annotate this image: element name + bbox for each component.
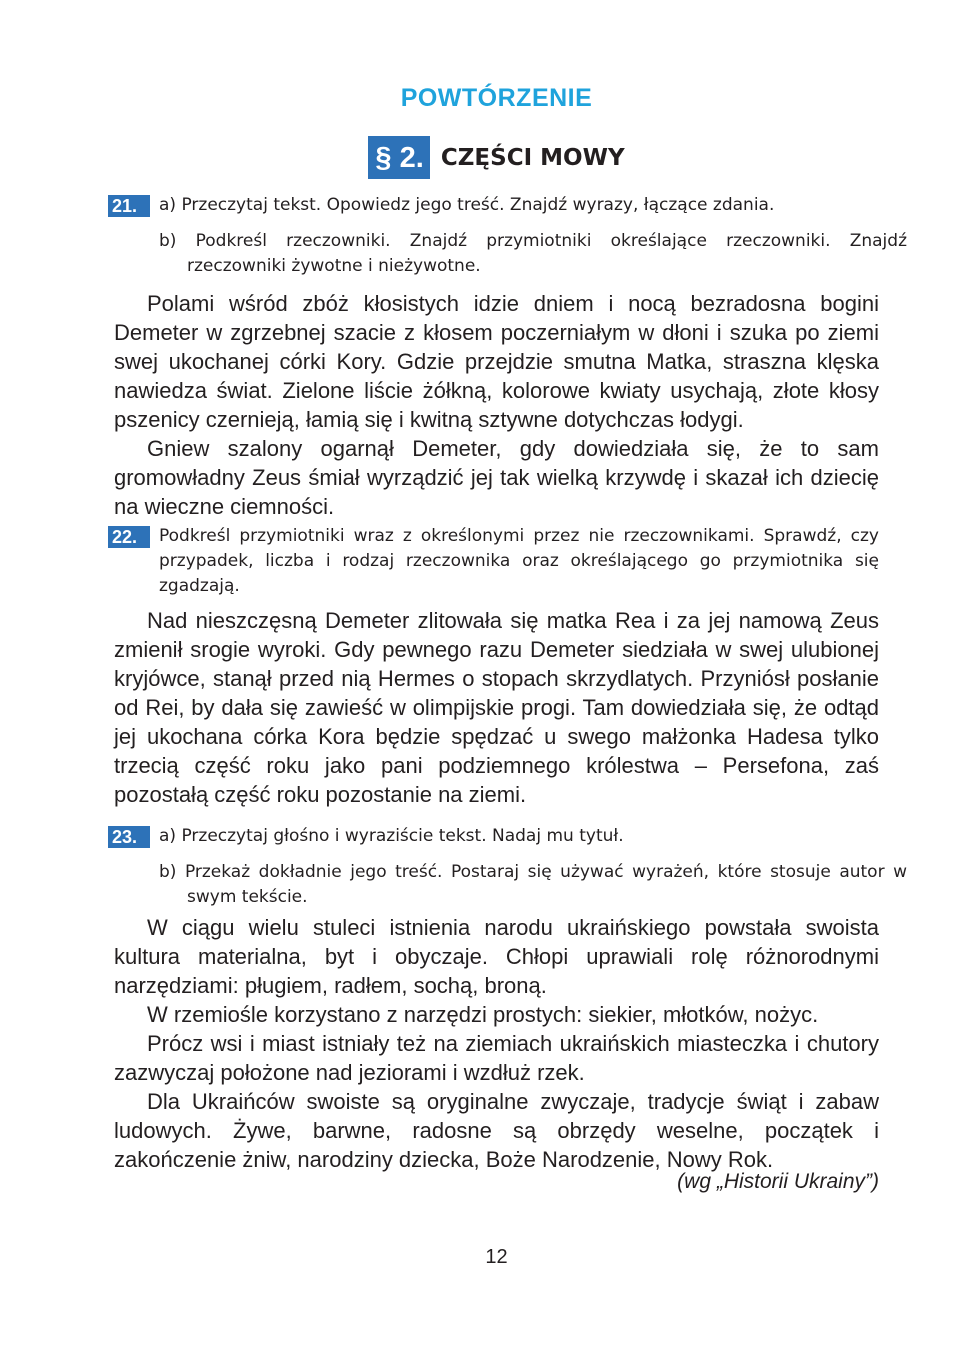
- task-number-badge: 23.: [108, 826, 150, 848]
- paragraph: Polami wśród zbóż kłosistych idzie dniem i nocą bezradosna bogini Demeter w zgrzebnej szacie z kłosem poczerniałym w dłoni i szuka po ziemi swej ukochanej córki Kory. Gdzie przejdzie smutna Matka, straszna klęska nawiedza świat. Zielone liście żółkną, kolorowe kwiaty usychają, złote kłosy pszenicy czernieją, łamią się i kwitną sztywne dotychczas łodygi.: [114, 291, 879, 432]
- paragraph: W ciągu wielu stuleci istnienia narodu ukraińskiego powstała swoista kultura materialna, byt i obyczaje. Chłopi uprawiali rolę różnorodnymi narzędziami: pługiem, radłem, sochą, broną.: [114, 915, 879, 998]
- paragraph: Dla Ukraińców swoiste są oryginalne zwyczaje, tradycje świąt i zabaw ludowych. Żywe, barwne, radosne są obrzędy weselne, początek i zakończenie żniw, narodziny dziecka, Boże Narodzenie, Nowy Rok.: [114, 1089, 879, 1172]
- task-instruction-b: b) Przekaż dokładnie jego treść. Postaraj się używać wyrażeń, które stosuje autor w swym tekście.: [159, 862, 907, 907]
- reading-text-21: [114, 289, 879, 521]
- page-number: 12: [485, 1246, 508, 1268]
- reading-text-23: [114, 913, 879, 1174]
- reading-text-22: [114, 606, 879, 809]
- task-number-badge: 21.: [108, 195, 150, 217]
- task-instruction-text: Podkreśl przymiotniki wraz z określonymi przez nie rzeczownikami. Sprawdź, czy przypadek, liczba i rodzaj rzeczownika oraz określającego go przymiotnika się zgadzają.: [159, 526, 879, 596]
- paragraph: Gniew szalony ogarnął Demeter, gdy dowiedziała się, że to sam gromowładny Zeus śmiał wyrządzić jej tak wielką krzywdę i skazał ich dziecię na wieczne ciemności.: [114, 436, 879, 519]
- section-title: CZĘŚCI MOWY: [440, 144, 625, 171]
- source-citation: (wg „Historii Ukrainy”): [677, 1170, 879, 1193]
- task-number-badge: 22.: [108, 526, 150, 548]
- paragraph: Nad nieszczęsną Demeter zlitowała się matka Rea i za jej namową Zeus zmienił srogie wyroki. Gdy pewnego razu Demeter siedziała w swej ulubionej kryjówce, stanął przed nią Hermes o stopach skrzydlatych. Przyniósł posłanie od Rei, by dała się zawieść w olimpijskie progi. Tam dowiedziała się, że odtąd jej ukochana córka Kora będzie spędzać u swego małżonka Hadesa tylko trzecią część roku jako pani podziemnego królestwa – Persefona, zaś pozostałą część roku pozostanie na ziemi.: [114, 608, 879, 807]
- task-instruction-a: a) Przeczytaj głośno i wyraziście tekst. Nadaj mu tytuł.: [159, 826, 624, 846]
- paragraph: Prócz wsi i miast istniały też na ziemiach ukraińskich miasteczka i chutory zazwyczaj położone nad jeziorami i wzdłuż rzek.: [114, 1031, 879, 1085]
- page-heading: POWTÓRZENIE: [400, 84, 593, 112]
- paragraph: W rzemiośle korzystano z narzędzi prostych: siekier, młotków, nożyc.: [147, 1002, 819, 1027]
- task-instruction: [159, 524, 879, 599]
- task-instruction-a: a) Przeczytaj tekst. Opowiedz jego treść. Znajdź wyrazy, łączące zdania.: [159, 195, 775, 215]
- task-instruction-b: b) Podkreśl rzeczowniki. Znajdź przymiotniki określające rzeczowniki. Znajdź rzeczowniki żywotne i nieżywotne.: [159, 231, 907, 276]
- section-header: [0, 136, 963, 179]
- section-number-badge: § 2.: [368, 136, 429, 179]
